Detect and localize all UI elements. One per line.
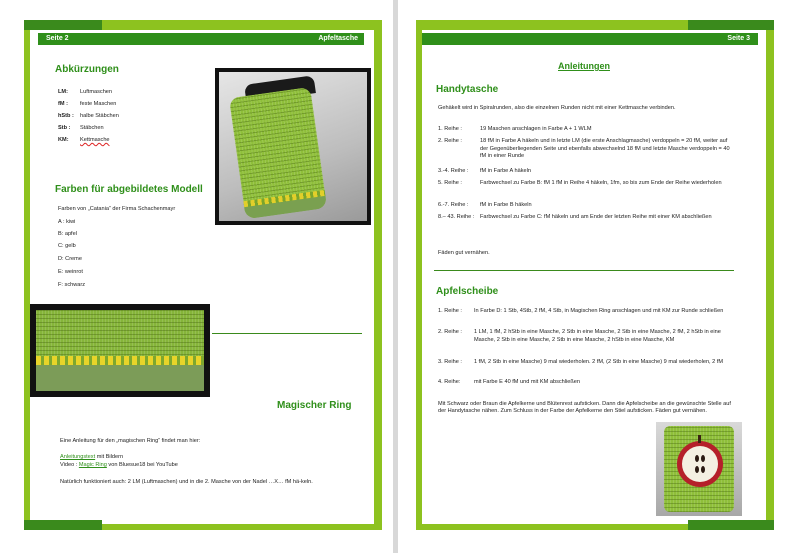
phone-case-intro: Gehäkelt wird in Spiralrunden, also die einzelnen Runden nicht mit einer Kettmasche verbinden.: [438, 105, 676, 111]
abbr-meaning-5: Kettmasche: [80, 137, 110, 143]
apple-row-3: 3. Reihe : 1 fM, 2 Stb in eine Masche) 9 mal wiederholen. 2 fM, (2 Stb in eine Masche) 9 mal wiederholen, 2 fM: [438, 359, 724, 365]
photo-phone-case: [215, 68, 371, 225]
instructions-title: Anleitungen: [558, 61, 610, 71]
ring-note: Natürlich funktioniert auch: 2 LM (Luftmaschen) und in die 2. Masche von der Nadel …X… fM hä-keln.: [60, 479, 313, 485]
abbr-key-1: LM:: [58, 89, 68, 95]
corner-accent-bottom-right: [688, 520, 774, 530]
color-e: E: weinrot: [58, 269, 83, 275]
apple-heading: Apfelscheibe: [436, 286, 499, 297]
ring-instructions-line: Anleitungstext mit Bildern: [60, 454, 124, 460]
apple-case-knit: [664, 426, 734, 512]
apple-row-1: 1. Reihe : In Farbe D: 1 Stb, 4Stb, 2 fM, 4 Stb, in Magischen Ring anschlagen und mit KM zur Runde schließen: [438, 308, 724, 314]
case-row-8: 8.– 43. Reihe : Farbwechsel zu Farbe C: fM häkeln und am Ende der letzten Reihe mit einer KM abschließen: [438, 214, 712, 220]
color-d: D: Creme: [58, 256, 82, 262]
abbr-key-4: Stb :: [58, 125, 71, 131]
phone-case-finish: Fäden gut vernähen.: [438, 250, 490, 256]
video-link[interactable]: Magic Ring: [78, 462, 107, 468]
corner-accent-bottom: [24, 520, 102, 530]
color-c: C: gelb: [58, 243, 76, 249]
case-detail-knit: [36, 310, 204, 391]
abbr-key-5: KM:: [58, 137, 69, 143]
color-a: A : kiwi: [58, 219, 76, 225]
case-row-5: 5. Reihe : Farbwechsel zu Farbe B: fM 1 fM in Reihe 4 häkeln, 1fm, so bis zum Ende der Reihe wiederholen: [438, 180, 722, 186]
abbreviations-heading: Abkürzungen: [55, 64, 119, 75]
case-row-1: 1. Reihe : 19 Maschen anschlagen in Farbe A + 1 WLM: [438, 126, 592, 132]
header-bar-left: [38, 33, 364, 45]
abbr-meaning-3: halbe Stäbchen: [80, 113, 119, 119]
page-right: [398, 0, 788, 553]
photo-case-detail: [30, 304, 210, 397]
abbr-key-2: fM :: [58, 101, 68, 107]
page-number-right: Seite 3: [727, 35, 750, 42]
case-row-6: 6.-7. Reihe : fM in Farbe B häkeln: [438, 202, 532, 208]
ring-intro: Eine Anleitung für den „magischen Ring“ findet man hier:: [60, 438, 201, 444]
colors-intro: Farben von „Catania“ der Firma Schachenmayr: [58, 206, 176, 212]
abbr-key-3: hStb :: [58, 113, 74, 119]
color-b: B: apfel: [58, 231, 77, 237]
apple-row-2: 2. Reihe : 1 LM, 1 fM, 2 hStb in eine Masche, 2 Stb in eine Masche, 2 Stb in eine Masche, 2 fM, 2 hStb in eine Masche, 2 Stb in eine Masche, 2 Stb in eine Masche, 2 hStb in eine Masche, KM: [438, 329, 721, 343]
ring-video-line: Video : Magic Ring von Bluesue18 bei YouTube: [60, 462, 178, 468]
section-rule-left: [212, 333, 362, 334]
colors-heading: Farben für abgebildetes Modell: [55, 184, 203, 195]
case-knit: [229, 87, 327, 219]
ring-heading: Magischer Ring: [277, 400, 352, 411]
apple-row-4: 4. Reihe: mit Farbe E 40 fM und mit KM abschließen: [438, 379, 581, 385]
section-rule-right: [434, 270, 734, 271]
phone-case-heading: Handytasche: [436, 84, 499, 95]
apple-note: Mit Schwarz oder Braun die Apfelkerne und Blütenrest aufsticken. Dann die Apfelscheibe an die gewünschte Stelle auf der Handytasche nähen. Zum Schluss in der Farbe der Apfelkerne den Stiel aufsticken. Fäden gut vernähen.: [438, 401, 731, 414]
page-number: Seite 2: [46, 35, 69, 42]
color-f: F: schwarz: [58, 282, 86, 288]
apple-slice-icon: [677, 441, 723, 487]
corner-accent-top-right: [688, 20, 774, 30]
instructions-link[interactable]: Anleitungstext: [60, 454, 96, 460]
photo-apple-case: [656, 422, 742, 516]
abbr-meaning-2: feste Maschen: [80, 101, 117, 107]
page-left: [0, 0, 393, 553]
case-row-3: 3.-4. Reihe : fM in Farbe A häkeln: [438, 168, 531, 174]
case-row-2: 2. Reihe : 18 fM in Farbe A häkeln und in letzte LM (die erste Anschlagmasche) verdoppeln = 20 fM, weiter auf der Gegenüberliegenden Seite und ebenfalls abwechselnd 18 fM und letzte Masche verdoppeln = 40 fM in einer Runde: [438, 138, 730, 159]
doc-title: Apfeltasche: [318, 35, 358, 42]
corner-accent-top: [24, 20, 102, 30]
abbr-meaning-1: Luftmaschen: [80, 89, 113, 95]
header-bar-right: [422, 33, 758, 45]
abbr-meaning-4: Stäbchen: [80, 125, 104, 131]
